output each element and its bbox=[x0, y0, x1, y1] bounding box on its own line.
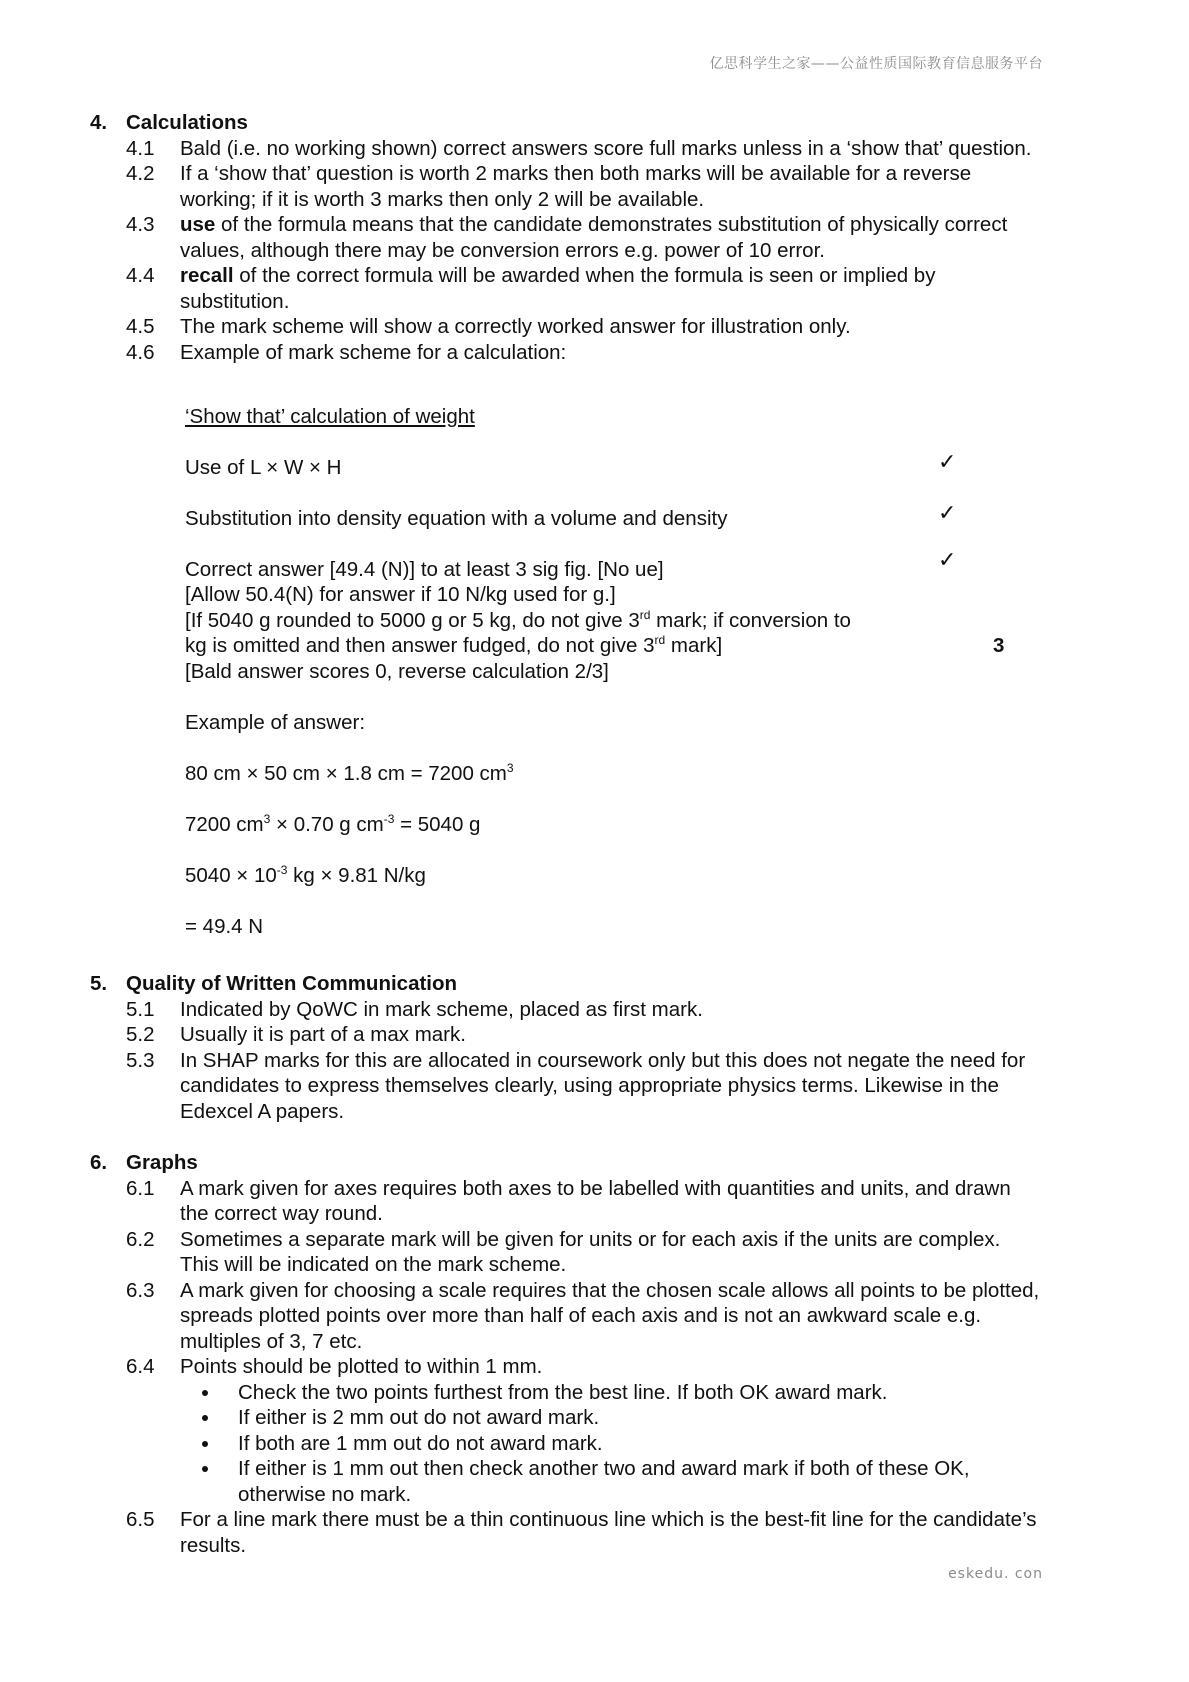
tick-icon: ✓ bbox=[938, 448, 957, 474]
total-marks: 3 bbox=[993, 634, 1005, 657]
item-number: 4.4 bbox=[126, 264, 155, 287]
answer-line: $5040 \times 10^{-3}$ kg × 9.81 N/kg bbox=[185, 862, 426, 887]
page-footer: eskedu. con bbox=[948, 1566, 1043, 1582]
item-text: Usually it is part of a max mark. bbox=[180, 1023, 466, 1046]
mark-note: kg is omitted and then answer fudged, do not give 3rd mark] 3 bbox=[185, 633, 1005, 657]
bullet-list bbox=[180, 1380, 1040, 1508]
answer-line: 7200 $cm^3 \times 0.70$ g $cm^{-3} = 5040$ g bbox=[185, 811, 481, 836]
item-text-rest: of the formula means that the candidate demonstrates substitution of physically correct values, although there may be conversion errors e.g. power of 10 error. bbox=[180, 213, 1008, 262]
item-number: 4.5 bbox=[126, 315, 155, 338]
section-title-text: Calculations bbox=[126, 111, 248, 134]
item-number: 6.5 bbox=[126, 1508, 155, 1531]
item-text: Example of mark scheme for a calculation: bbox=[180, 340, 567, 364]
item-text: For a line mark there must be a thin continuous line which is the best-fit line for the candidate’s results. bbox=[180, 1508, 1037, 1557]
list-item bbox=[90, 1354, 1040, 1507]
section-title-text: Quality of Written Communication bbox=[126, 972, 458, 995]
item-number: 4.3 bbox=[126, 213, 155, 236]
bullet-item: If either is 1 mm out then check another two and award mark if both of these OK, otherwise no mark. bbox=[180, 1456, 1040, 1507]
item-number: 4.6 bbox=[126, 340, 155, 364]
item-text: A mark given for axes requires both axes to be labelled with quantities and units, and drawn the correct way round. bbox=[180, 1176, 1011, 1225]
answer-label: Example of answer: bbox=[185, 710, 366, 734]
item-text bbox=[180, 212, 1040, 263]
section-number: 4. bbox=[90, 111, 108, 134]
mark-text: Correct answer [49.4 (N)] to at least 3 sig fig. [No ue] bbox=[185, 557, 664, 581]
tick-icon: ✓ bbox=[938, 499, 957, 525]
item-text: The mark scheme will show a correctly worked answer for illustration only. bbox=[180, 315, 851, 338]
item-text: Bald (i.e. no working shown) correct answers score full marks unless in a ‘show that’ question. bbox=[180, 136, 1032, 160]
mark-note: [If 5040 g rounded to 5000 g or 5 kg, do not give 3rd mark; if conversion to bbox=[185, 607, 851, 632]
list-item bbox=[90, 1048, 1040, 1125]
section-title-text: Graphs bbox=[126, 1151, 198, 1174]
mark-note: [Allow 50.4(N) for answer if 10 N/kg used for g.] bbox=[185, 583, 616, 606]
section-title bbox=[90, 110, 1040, 136]
item-text: Sometimes a separate mark will be given for units or for each axis if the units are complex. This will be indicated on the mark scheme. bbox=[180, 1227, 1001, 1276]
item-text: If a ‘show that’ question is worth 2 marks then both marks will be available for a reverse working; if it is worth 3 marks then only 2 will be available. bbox=[180, 162, 972, 211]
list-item bbox=[90, 1507, 1040, 1558]
section-qowc bbox=[90, 971, 1040, 1124]
mark-scheme-example bbox=[185, 378, 1020, 939]
section-calculations bbox=[90, 110, 1040, 939]
answer-line: = 49.4 N bbox=[185, 914, 264, 938]
section-graphs bbox=[90, 1150, 1040, 1558]
item-number: 4.2 bbox=[126, 162, 155, 185]
item-text bbox=[180, 1354, 1040, 1507]
page-header: 亿思科学生之家——公益性质国际教育信息服务平台 bbox=[709, 56, 1043, 72]
item-number: 6.4 bbox=[126, 1355, 155, 1378]
mark-text: Substitution into density equation with a volume and density bbox=[185, 506, 728, 530]
item-text: In SHAP marks for this are allocated in coursework only but this does not negate the need for candidates to express themselves clearly, using appropriate physics terms. Likewise in the Edexcel A papers. bbox=[180, 1048, 1026, 1123]
section-number: 5. bbox=[90, 972, 108, 995]
list-item bbox=[90, 263, 1040, 314]
item-number: 6.3 bbox=[126, 1278, 155, 1302]
mark-note: [Bald answer scores 0, reverse calculation 2/3] bbox=[185, 659, 609, 683]
mark-line bbox=[185, 499, 1020, 532]
item-text bbox=[180, 263, 1040, 314]
section-title bbox=[90, 971, 1040, 997]
item-number: 4.1 bbox=[126, 136, 155, 160]
list-item bbox=[90, 1227, 1040, 1278]
section-number: 6. bbox=[90, 1151, 108, 1174]
bullet-item: If both are 1 mm out do not award mark. bbox=[180, 1431, 1040, 1457]
item-number: 5.1 bbox=[126, 997, 155, 1021]
item-number: 5.3 bbox=[126, 1048, 155, 1072]
list-item bbox=[90, 340, 1040, 366]
mark-line bbox=[185, 546, 1020, 583]
list-item bbox=[90, 136, 1040, 162]
list-item bbox=[90, 161, 1040, 212]
answer-line: 80 cm × 50 cm × 1.8 cm = 7200 $cm^3$ bbox=[185, 760, 514, 785]
example-heading: ‘Show that’ calculation of weight bbox=[185, 404, 475, 428]
item-number: 6.1 bbox=[126, 1176, 155, 1200]
tick-icon: ✓ bbox=[938, 546, 957, 572]
bullet-item: Check the two points furthest from the best line. If both OK award mark. bbox=[180, 1380, 1040, 1406]
item-text: A mark given for choosing a scale requires that the chosen scale allows all points to be plotted, spreads plotted points over more than half of each axis and is not an awkward scale e.g. multiples of 3, 7 etc. bbox=[180, 1278, 1040, 1353]
list-item bbox=[90, 1278, 1040, 1355]
mark-text: Use of L × W × H bbox=[185, 455, 342, 479]
item-text-lead: Points should be plotted to within 1 mm. bbox=[180, 1355, 543, 1378]
item-number: 5.2 bbox=[126, 1023, 155, 1046]
list-item bbox=[90, 314, 1040, 340]
mark-line bbox=[185, 448, 1020, 481]
item-text-rest: of the correct formula will be awarded when the formula is seen or implied by substitution. bbox=[180, 264, 936, 313]
list-item bbox=[90, 997, 1040, 1023]
list-item bbox=[90, 212, 1040, 263]
list-item bbox=[90, 1022, 1040, 1048]
section-title bbox=[90, 1150, 1040, 1176]
list-item bbox=[90, 1176, 1040, 1227]
bullet-item: If either is 2 mm out do not award mark. bbox=[180, 1405, 1040, 1431]
keyword-recall: recall bbox=[180, 264, 234, 287]
item-text: Indicated by QoWC in mark scheme, placed as first mark. bbox=[180, 997, 703, 1021]
keyword-use: use bbox=[180, 213, 216, 236]
item-number: 6.2 bbox=[126, 1227, 155, 1251]
